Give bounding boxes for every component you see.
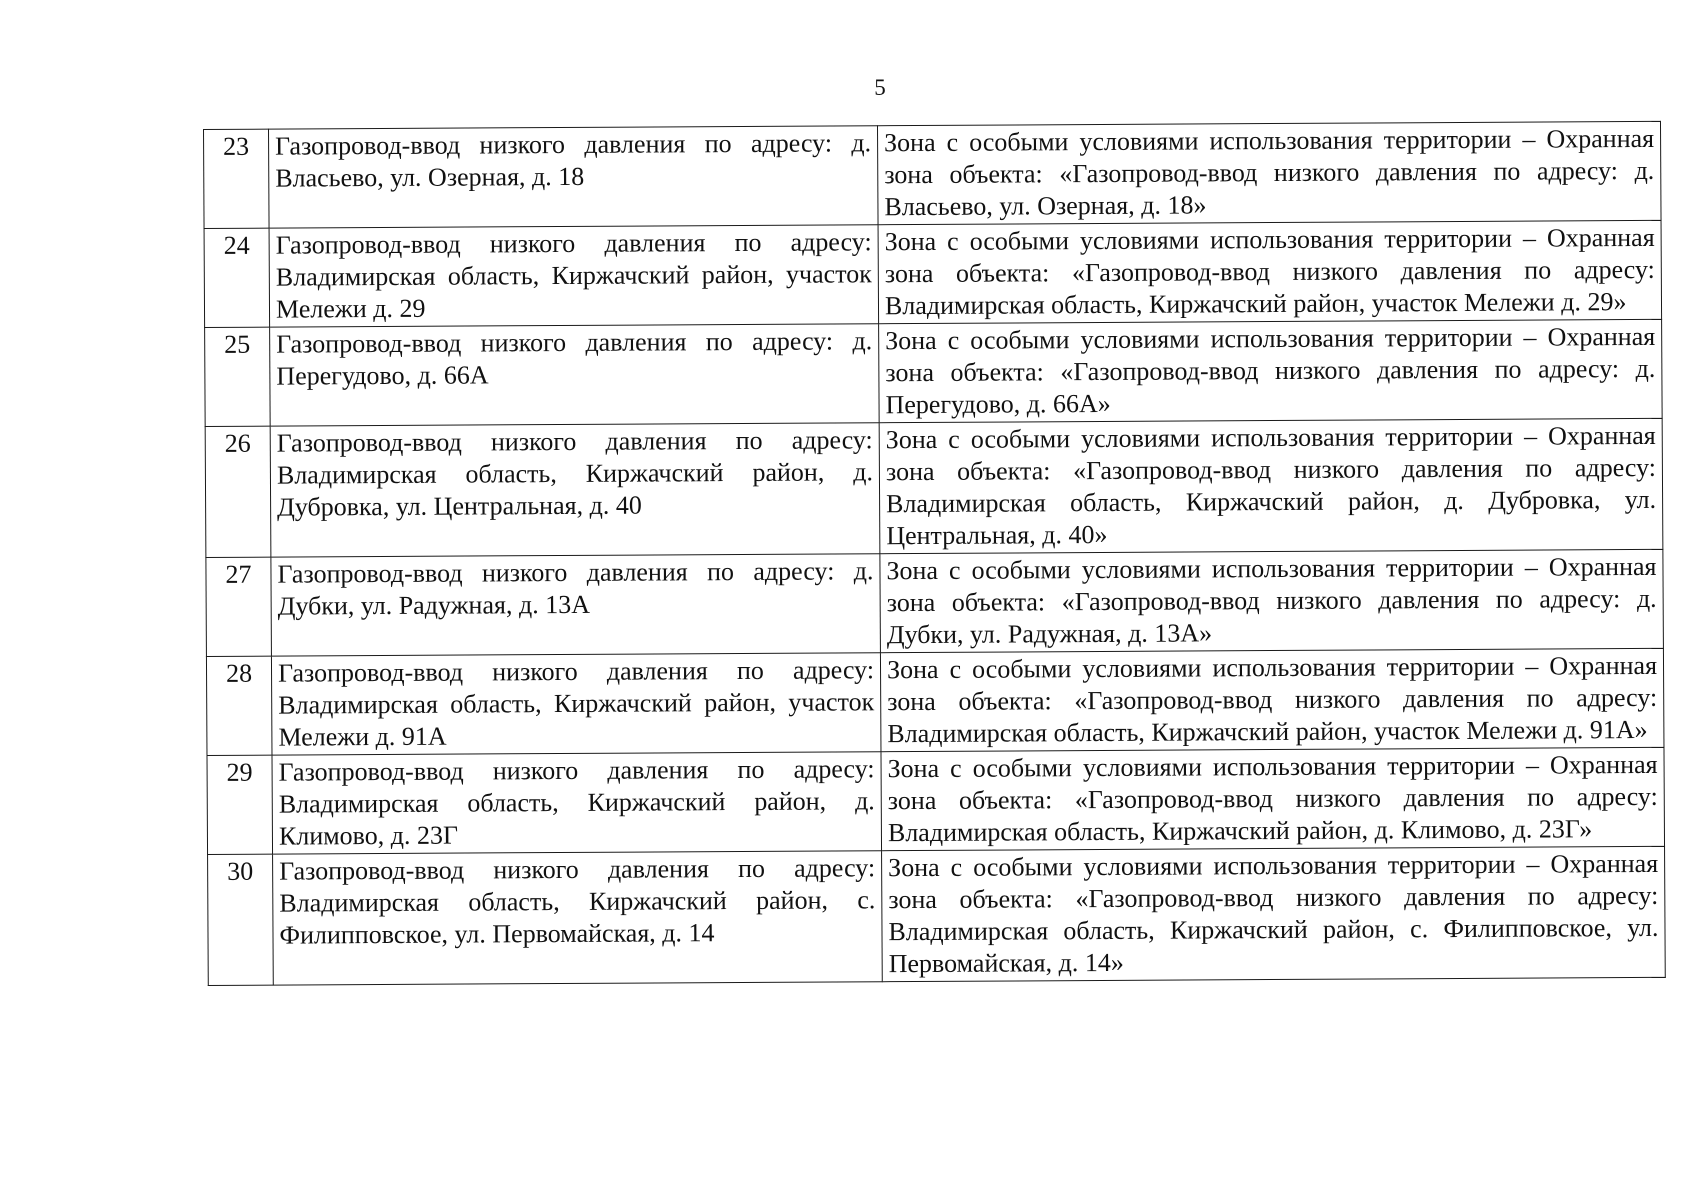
- zone-description: Зона с особыми условиями использования территории – Охранная зона объекта: «Газопровод-ввод низкого давления по адресу: Владимирская область, Киржачский район, участок Мележи д. 29»: [878, 220, 1662, 323]
- zone-description: Зона с особыми условиями использования территории – Охранная зона объекта: «Газопровод-ввод низкого давления по адресу: д. Перегудово, д. 66А»: [879, 319, 1663, 422]
- object-description: Газопровод-ввод низкого давления по адресу: Владимирская область, Киржачский район, участок Мележи д. 91А: [271, 653, 881, 755]
- object-description: Газопровод-ввод низкого давления по адресу: Владимирская область, Киржачский район, участок Мележи д. 29: [269, 225, 879, 327]
- object-description: Газопровод-ввод низкого давления по адресу: д. Власьево, ул. Озерная, д. 18: [269, 126, 879, 228]
- row-number: 26: [205, 426, 271, 557]
- object-description: Газопровод-ввод низкого давления по адресу: д. Дубки, ул. Радужная, д. 13А: [271, 554, 881, 656]
- object-description: Газопровод-ввод низкого давления по адресу: Владимирская область, Киржачский район, с. Филипповское, ул. Первомайская, д. 14: [273, 851, 883, 985]
- object-description: Газопровод-ввод низкого давления по адресу: Владимирская область, Киржачский район, д. Дубровка, ул. Центральная, д. 40: [270, 423, 880, 557]
- page-number: 5: [874, 75, 886, 100]
- table-row: [207, 747, 1665, 854]
- table-row: [204, 121, 1662, 228]
- row-number: 28: [206, 656, 272, 755]
- zone-description: Зона с особыми условиями использования территории – Охранная зона объекта: «Газопровод-ввод низкого давления по адресу: Владимирская область, Киржачский район, участок Мележи д. 91А»: [880, 648, 1664, 751]
- row-number: 29: [207, 755, 273, 854]
- zone-description: Зона с особыми условиями использования территории – Охранная зона объекта: «Газопровод-ввод низкого давления по адресу: д. Власьево, ул. Озерная, д. 18»: [877, 121, 1661, 224]
- zone-description: Зона с особыми условиями использования территории – Охранная зона объекта: «Газопровод-ввод низкого давления по адресу: д. Дубки, ул. Радужная, д. 13А»: [880, 549, 1664, 652]
- row-number: 30: [208, 854, 274, 985]
- table-row: [205, 418, 1663, 557]
- table-row: [205, 319, 1663, 426]
- object-description: Газопровод-ввод низкого давления по адресу: Владимирская область, Киржачский район, д. Климово, д. 23Г: [272, 752, 882, 854]
- table-row: [206, 648, 1664, 755]
- table-row: [204, 220, 1662, 327]
- zone-description: Зона с особыми условиями использования территории – Охранная зона объекта: «Газопровод-ввод низкого давления по адресу: Владимирская область, Киржачский район, с. Филипповское, ул. Первомайская, д. 14»: [882, 846, 1666, 981]
- zone-description: Зона с особыми условиями использования территории – Охранная зона объекта: «Газопровод-ввод низкого давления по адресу: Владимирская область, Киржачский район, д. Климово, д. 23Г»: [881, 747, 1665, 850]
- table-row: [206, 549, 1664, 656]
- row-number: 27: [206, 557, 272, 656]
- table-row: [208, 846, 1666, 985]
- object-description: Газопровод-ввод низкого давления по адресу: д. Перегудово, д. 66А: [270, 324, 880, 426]
- row-number: 24: [204, 228, 270, 327]
- row-number: 23: [204, 129, 270, 228]
- zone-description: Зона с особыми условиями использования территории – Охранная зона объекта: «Газопровод-ввод низкого давления по адресу: Владимирская область, Киржачский район, д. Дубровка, ул. Центральная, д. 40»: [879, 418, 1663, 553]
- zones-table: [203, 121, 1666, 986]
- row-number: 25: [205, 327, 271, 426]
